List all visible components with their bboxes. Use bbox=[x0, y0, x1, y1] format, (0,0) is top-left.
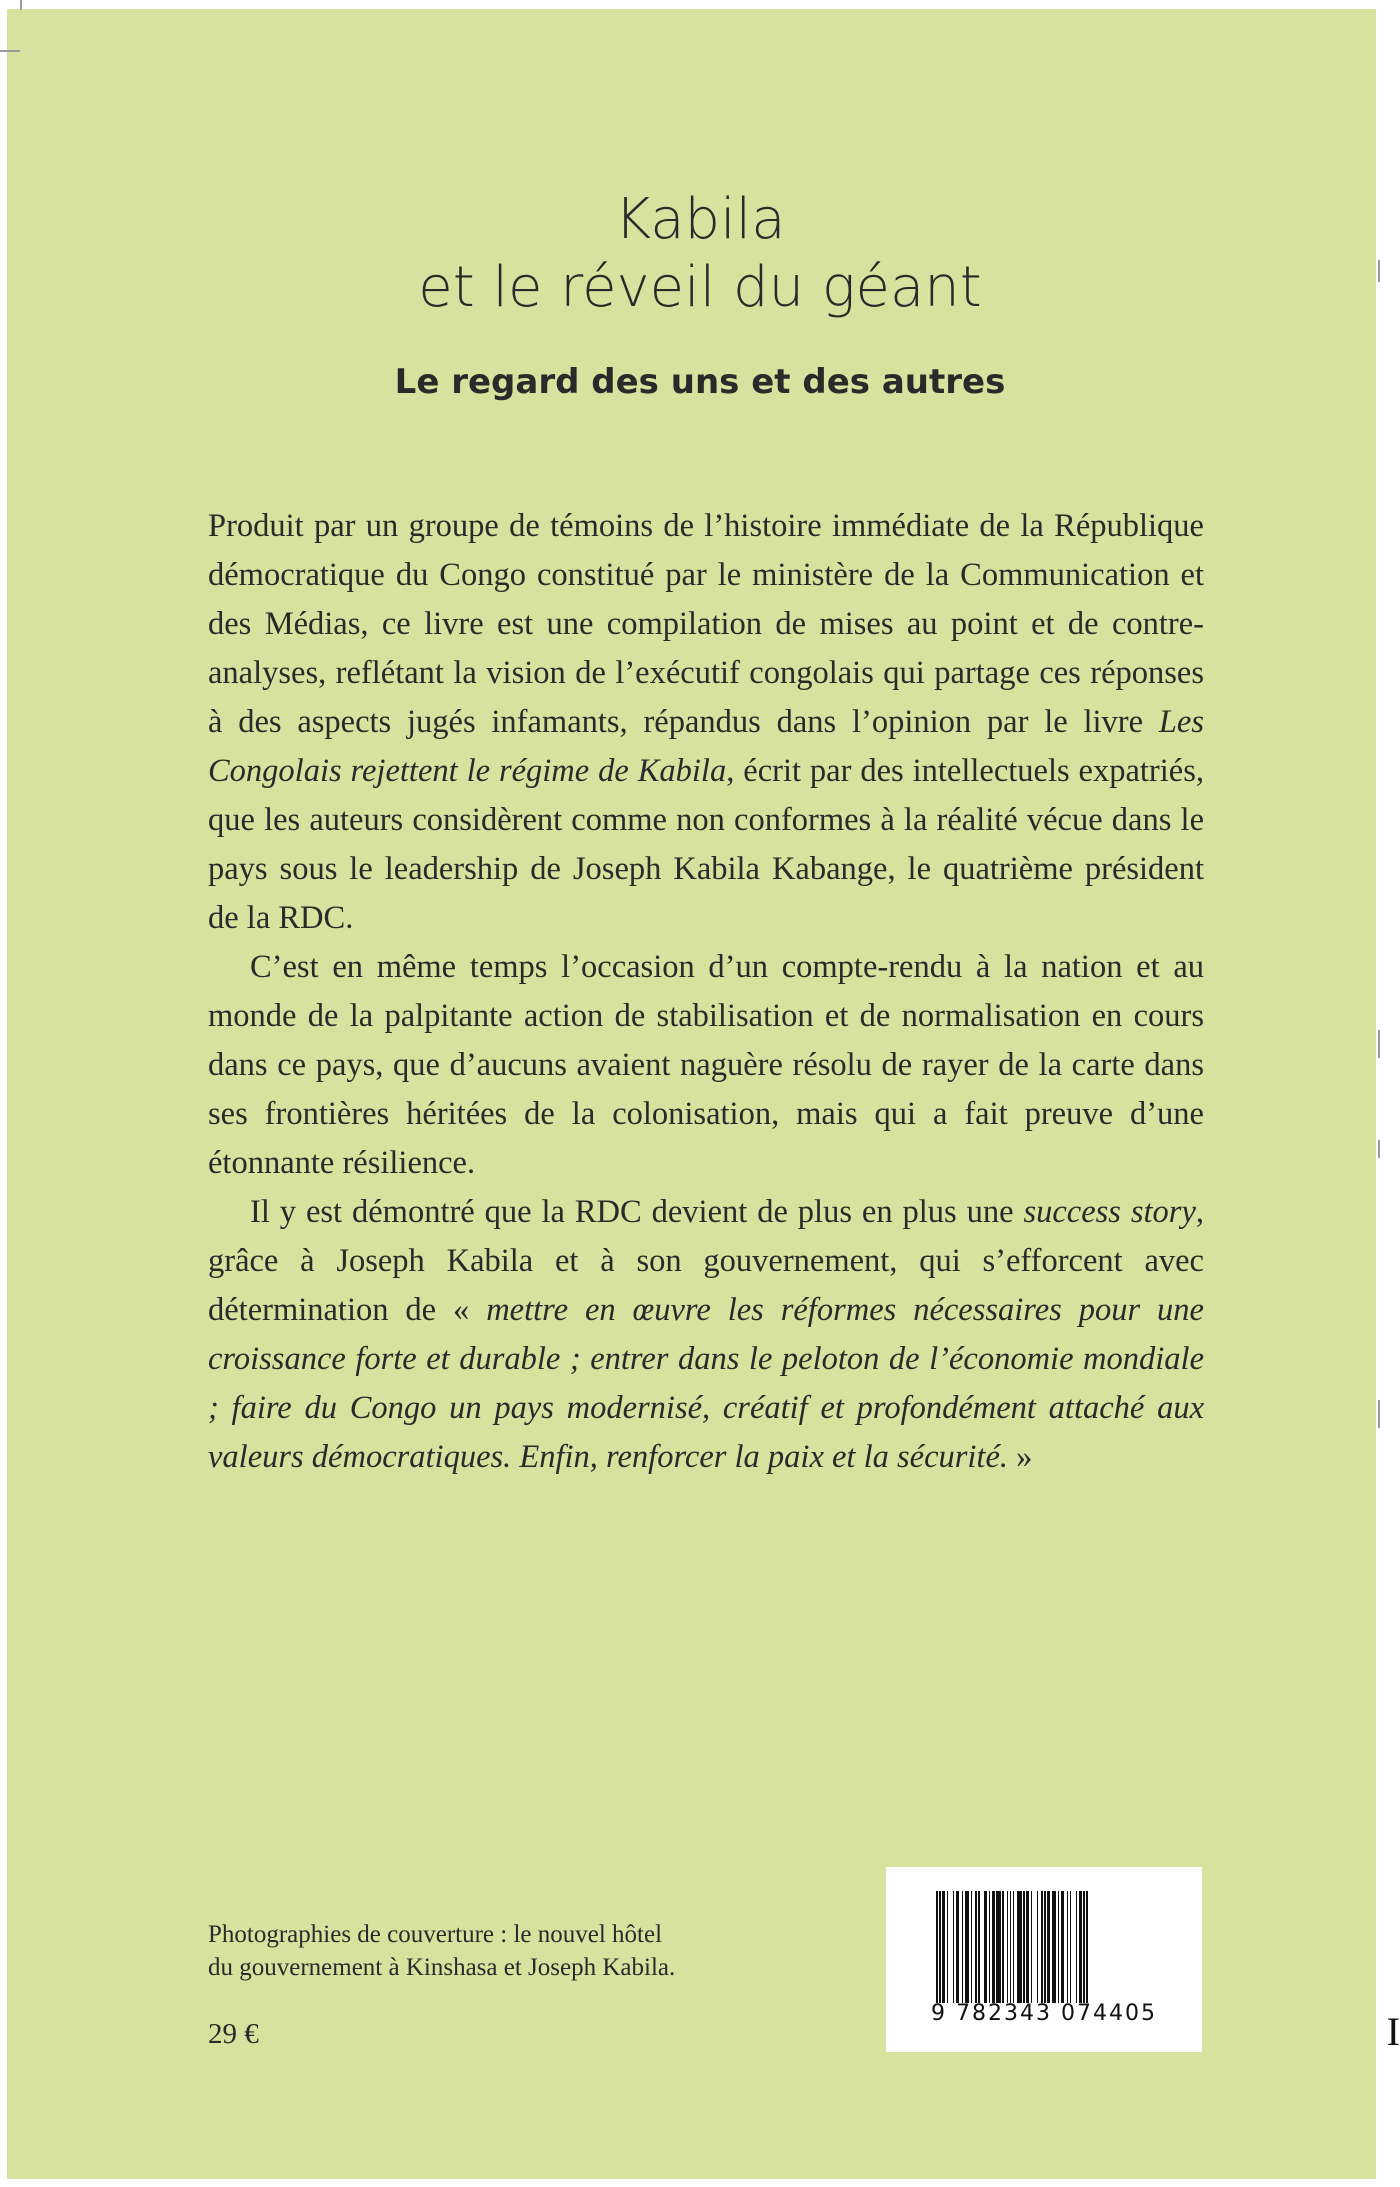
edge-mark: I bbox=[1386, 2009, 1400, 2054]
photo-credits bbox=[208, 1918, 675, 1984]
title-line-2: et le réveil du géant bbox=[418, 255, 982, 320]
barcode-bar bbox=[1088, 1891, 1090, 2003]
barcode bbox=[886, 1867, 1202, 2052]
book-title bbox=[0, 186, 1400, 322]
credits-line-2: du gouvernement à Kinshasa et Joseph Kabila. bbox=[208, 1954, 676, 1981]
crop-mark bbox=[1378, 1400, 1380, 1428]
barcode-bars bbox=[936, 1891, 1158, 2003]
blurb-paragraph-1: Produit par un groupe de témoins de l’histoire immédiate de la République démocratique du Congo constitué par le ministère de la Communication et des Médias, ce livre est une compilation de mises au point et de contre-analyses, reflétant la vision de l’exécutif congolais qui partage ces réponses à des aspects jugés infamants, répandus dans l’opinion par le livre Les Congolais rejettent le régime de Kabila, écrit par des intellectuels expatriés, que les auteurs considèrent comme non conformes à la réalité vécue dans le pays sous le leadership de Joseph Kabila Kabange, le quatrième président de la RDC. bbox=[208, 508, 1204, 936]
title-line-1: Kabila bbox=[614, 187, 786, 252]
credits-line-1: Photographies de couverture : le nouvel hôtel bbox=[208, 1921, 663, 1948]
blurb bbox=[208, 502, 1204, 1482]
blurb-paragraph-3: Il y est démontré que la RDC devient de plus en plus une success story, grâce à Joseph Kabila et à son gouvernement, qui s’efforcent avec détermination de « mettre en œuvre les réformes nécessaires pour une croissance forte et durable ; entrer dans le peloton de l’économie mondiale ; faire du Congo un pays modernisé, créatif et profondément attaché aux valeurs démocratiques. Enfin, renforcer la paix et la sécurité. » bbox=[208, 1194, 1205, 1475]
book-subtitle: Le regard des uns et des autres bbox=[394, 362, 1006, 402]
blurb-paragraph-2: C’est en même temps l’occasion d’un compte-rendu à la nation et au monde de la palpitante action de stabilisation et de normalisation en cours dans ce pays, que d’aucuns avaient naguère résolu de rayer de la carte dans ses frontières héritées de la colonisation, mais qui a fait preuve d’une étonnante résilience. bbox=[208, 949, 1204, 1181]
price: 29 € bbox=[208, 2018, 259, 2050]
crop-mark bbox=[1378, 1030, 1380, 1058]
crop-mark bbox=[20, 0, 22, 10]
crop-mark bbox=[0, 50, 20, 52]
isbn-digits: 9 782343 074405 bbox=[931, 2001, 1157, 2026]
crop-mark bbox=[1378, 1140, 1380, 1158]
